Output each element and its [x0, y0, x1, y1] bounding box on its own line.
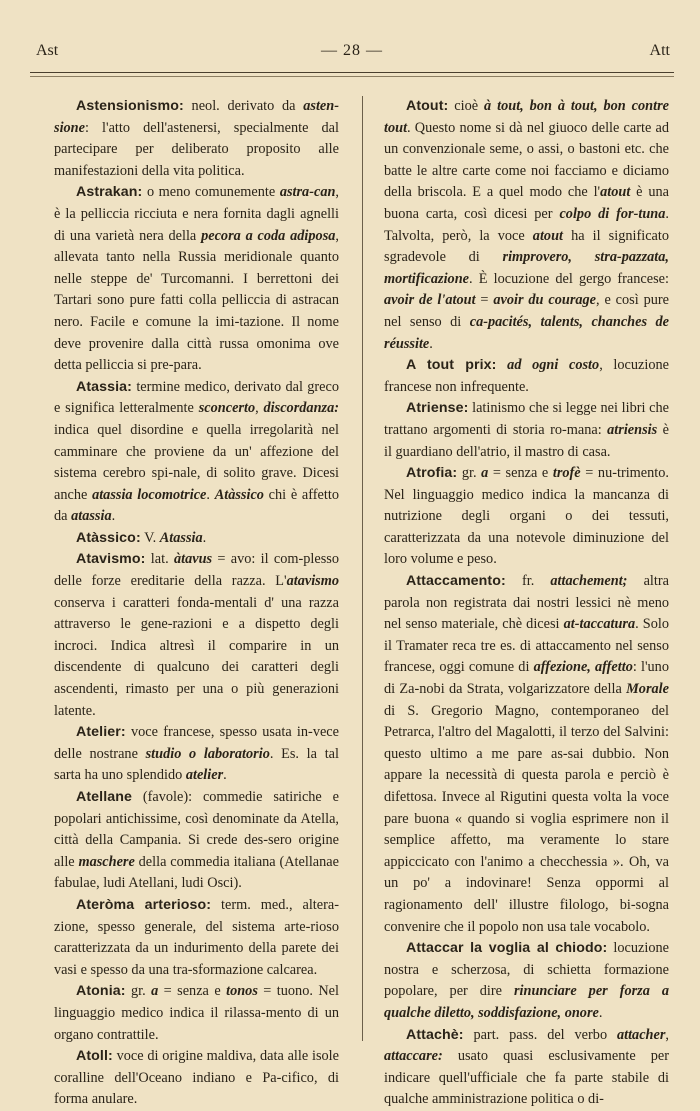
entry-text: . Questo nome si dà nel giuoco delle carte ad un convenzionale seme, o assi, o bastoni etc. che batte le altre carte come noi facciamo e diciamo della briscola. E a quel modo che l' — [384, 119, 669, 201]
entry-text: conserva i caratteri fonda-mentali d' una razza attraverso le gene-razioni e a dispetto degli incroci. Indica altresì il comparire in un discendente di qualcuno dei caratteri degli ascendenti, rimasto per una o più generazioni latente. — [54, 594, 339, 719]
entry-text: . Es. la tal sarta ha uno splendido — [54, 745, 339, 784]
dictionary-entry — [54, 895, 339, 981]
entry-italic-term: attachement; — [550, 573, 628, 590]
dictionary-entry — [384, 398, 669, 463]
entry-text: lat. — [145, 551, 174, 568]
entry-text: cioè — [448, 98, 485, 114]
running-header — [30, 42, 674, 68]
entry-italic-term: atriensis — [607, 421, 658, 438]
entry-italic-term: affezione, affetto — [533, 659, 633, 676]
entry-italic-term: rinunciare per forza a qualche diletto, soddisfazione, onore — [384, 983, 669, 1021]
entry-text: latinismo che si legge nei libri che trattano argomenti di storia ro-mana: — [384, 400, 669, 438]
entry-text: . — [202, 529, 207, 546]
entry-text: term. med., altera-zione, spesso generale, del sistema arte-rioso caratterizzata da un indurimento della parete dei vasi e spesso da una tra-sformazione calcarea. — [54, 896, 339, 978]
dictionary-entry — [54, 528, 339, 550]
entry-text: (favole): commedie satiriche e popolari antichissime, così denominate da Atella, città della Campania. Si crede des-sero origine alle — [54, 789, 339, 870]
entry-text: è il guardiano dell'atrio, il mastro di casa. — [384, 421, 670, 460]
entry-text: = — [475, 292, 494, 309]
entry-italic-term: àtavus — [173, 551, 213, 568]
entry-text: . — [223, 767, 227, 784]
dictionary-entry — [54, 722, 339, 787]
entry-italic-term: atout — [532, 227, 563, 244]
entry-text: . — [111, 508, 116, 525]
entry-italic-term: sconcerto — [198, 400, 256, 417]
dictionary-entry — [384, 571, 669, 938]
entry-text: . — [429, 335, 433, 352]
right-column — [384, 96, 670, 1108]
entry-italic-term: a — [151, 983, 159, 1000]
entry-text: gr. — [125, 983, 152, 1000]
entry-headword: Attaccamento: — [406, 573, 506, 590]
entry-italic-term: rimprovero, stra-pazzata, mortificazione — [384, 249, 669, 287]
entry-text: è una buona carta, così dicesi per — [384, 184, 669, 222]
entry-italic-term: discordanza: — [263, 400, 339, 417]
entry-text: = senza e — [158, 983, 227, 1000]
entry-italic-term: Atassia — [159, 529, 203, 546]
entry-italic-term: à tout, bon à tout, bon contre tout — [384, 98, 669, 136]
entry-headword: Atout: — [406, 98, 449, 114]
entry-italic-term: atavismo — [286, 573, 339, 590]
entry-text: chi è affetto da — [54, 486, 339, 525]
header-left-guide-word: Ast — [36, 42, 59, 59]
entry-italic-term: Morale — [626, 681, 669, 698]
entry-text: = tuono. Nel linguaggio medico indica il rilassa-mento di un organo contrattile. — [54, 983, 339, 1043]
entry-italic-term: ad ogni costo — [507, 357, 600, 374]
entry-text: o meno comunemente — [142, 184, 280, 201]
entry-headword: Attachè: — [406, 1026, 464, 1043]
entry-text: . — [598, 1004, 603, 1021]
entry-text: , — [665, 1026, 669, 1043]
entry-italic-term: at-taccatura — [563, 616, 636, 633]
entry-headword: Atàssico: — [76, 529, 141, 546]
column-divider — [362, 96, 363, 1041]
entry-text: della commedia italiana (Atellanae fabulae, ludi Atellani, ludi Osci). — [54, 853, 339, 892]
header-rule-secondary — [30, 76, 674, 77]
entry-text: termine medico, derivato dal greco e significa letteralmente — [54, 378, 339, 417]
entry-text: gr. — [457, 465, 482, 482]
text-columns — [50, 96, 670, 1108]
header-rule — [30, 72, 674, 73]
entry-text: = nu-trimento. Nel linguaggio medico indica la mancanza di nutrizione degli organi o dei tessuti, caratterizzata da una notevole diminuzione del loro volume e peso. — [384, 465, 669, 568]
dictionary-entry — [384, 463, 669, 571]
entry-italic-term: atassia locomotrice — [92, 486, 207, 503]
entry-italic-term: colpo di for-tuna — [559, 205, 666, 222]
entry-italic-term: avoir de l'atout — [384, 292, 476, 309]
page-number: — 28 — — [321, 42, 383, 59]
entry-headword: Atavismo: — [76, 551, 146, 568]
entry-headword: Atonia: — [76, 983, 126, 1000]
dictionary-entry — [54, 377, 339, 528]
entry-text: . Talvolta, però, la voce — [384, 205, 669, 244]
entry-text: . Solo il Tramater reca tre es. di attaccamento nel senso francese, oggi comune di — [384, 616, 669, 676]
entry-text: locuzione nostra e scherzosa, di schietta formazione popolare, per dire — [384, 940, 669, 1000]
entry-italic-term: atout — [600, 184, 631, 201]
entry-text: , è la pelliccia ricciuta e nera fornita dagli agnelli di una varietà nera della — [54, 184, 339, 244]
entry-italic-term: studio o laboratorio — [145, 745, 270, 762]
entry-headword: Atoll: — [76, 1048, 113, 1065]
entry-text: voce francese, spesso usata in-vece delle nostrane — [54, 724, 339, 762]
entry-italic-term: Atàssico — [214, 486, 264, 503]
dictionary-entry — [384, 355, 669, 398]
entry-headword: Atassia: — [76, 378, 132, 395]
entry-headword: Attaccar la voglia al chiodo: — [406, 940, 608, 957]
entry-italic-term: trofè — [552, 465, 581, 482]
entry-text: , allevata tanto nella Russia meridionale quanto nelle steppe de' Turcomanni. I berrettoni dei Tartari sono pure fatti colla pelliccia di astracan nero. Facile e comune la imi-tazione. Il nome deve provenire dalla città russa omonima ove detta pelliccia si pre-para. — [54, 227, 339, 374]
entry-text: , locuzione francese non infrequente. — [384, 357, 669, 395]
entry-headword: A tout prix: — [406, 357, 497, 374]
entry-text: usato quasi esclusivamente per indicare quell'ufficiale che fa parte stabile di qualche amministrazione politica o di- — [384, 1048, 669, 1108]
entry-headword: Ateròma arterioso: — [76, 896, 212, 913]
entry-text: neol. derivato da — [183, 98, 304, 114]
entry-text: . È locuzione del gergo francese: — [469, 270, 669, 287]
entry-text: indica quel disordine e quella irregolarità nel camminare che proviene da un' affezione del sistema cerebro spi-nale, di solito grave. Dicesi anche — [54, 421, 339, 503]
dictionary-entry — [384, 96, 669, 355]
left-column — [54, 96, 339, 1108]
dictionary-entry — [54, 981, 339, 1046]
entry-text: : l'atto dell'astenersi, specialmente dal partecipare per deliberato proposito alle manifestazioni della vita politica. — [54, 119, 339, 179]
dictionary-entry — [54, 549, 339, 722]
entry-text: : l'uno di Za-nobi da Strata, volgarizzatore della — [384, 659, 669, 698]
entry-text: fr. — [505, 573, 551, 590]
dictionary-entry — [54, 787, 339, 895]
entry-text: part. pass. del verbo — [463, 1026, 617, 1043]
entry-text: = senza e — [488, 465, 553, 482]
header-right-guide-word: Att — [649, 42, 670, 59]
entry-text: ha il significato sgradevole di — [384, 227, 670, 266]
entry-italic-term: ca-pacités, talents, chanches de réussite — [384, 313, 669, 352]
entry-text: voce di origine maldiva, data alle isole coralline dell'Oceano indiano e Pa-cifico, di forma anulare. — [54, 1048, 339, 1108]
dictionary-entry — [54, 96, 339, 182]
entry-headword: Atelier: — [76, 724, 126, 741]
entry-text: . — [206, 486, 215, 503]
entry-text: altra parola non registrata dai nostri lessici nè meno nel senso materiale, chè dicesi — [384, 573, 669, 633]
entry-italic-term: atelier — [185, 767, 224, 784]
entry-italic-term: a — [481, 465, 489, 482]
dictionary-entry — [384, 1025, 669, 1111]
entry-text: V. — [140, 529, 160, 546]
entry-italic-term: attaccare: — [384, 1048, 443, 1065]
entry-italic-term: attacher — [616, 1026, 666, 1043]
entry-italic-term: avoir du courage — [493, 292, 597, 309]
entry-italic-term: astra-can — [279, 184, 336, 201]
entry-headword: Atrofia: — [406, 465, 458, 482]
entry-headword: Atriense: — [406, 400, 469, 417]
entry-text: , e così pure nel senso di — [384, 292, 669, 330]
entry-italic-term: atassia — [71, 508, 112, 525]
entry-headword: Astensionismo: — [76, 98, 184, 114]
entry-italic-term: pecora a coda adiposa — [201, 227, 336, 244]
entry-italic-term: maschere — [78, 853, 135, 870]
entry-italic-term: tonos — [226, 983, 258, 1000]
entry-text: di S. Gregorio Magno, contemporaneo del Petrarca, l'altro del Magalotti, il terzo del Salvini: questo ultimo a me pare as-sai dubbio. Non appare la necessità di questa parola e perciò è difettosa. Invece al Rigutini questa volta la voce pare buona « quando si voglia esprimere non il semplice affetto, ma veramente lo stare appiccicato con l'animo a checchessia ». Oh, va un po' a indovinare! Senza oppormi al ragionamento dell' illustre filologo, bi-sogna convenire che il popolo non usa tale vocabolo. — [384, 702, 669, 935]
dictionary-entry — [54, 1046, 339, 1111]
entry-text: , — [255, 400, 264, 417]
entry-text: = avo: il com-plesso delle forze ereditarie della razza. L' — [54, 551, 339, 590]
dictionary-entry — [384, 938, 669, 1024]
entry-text — [497, 357, 508, 373]
entry-headword: Astrakan: — [76, 184, 143, 201]
entry-headword: Atellane — [76, 789, 132, 805]
entry-italic-term: asten-sione — [54, 98, 339, 136]
dictionary-entry — [54, 182, 339, 376]
